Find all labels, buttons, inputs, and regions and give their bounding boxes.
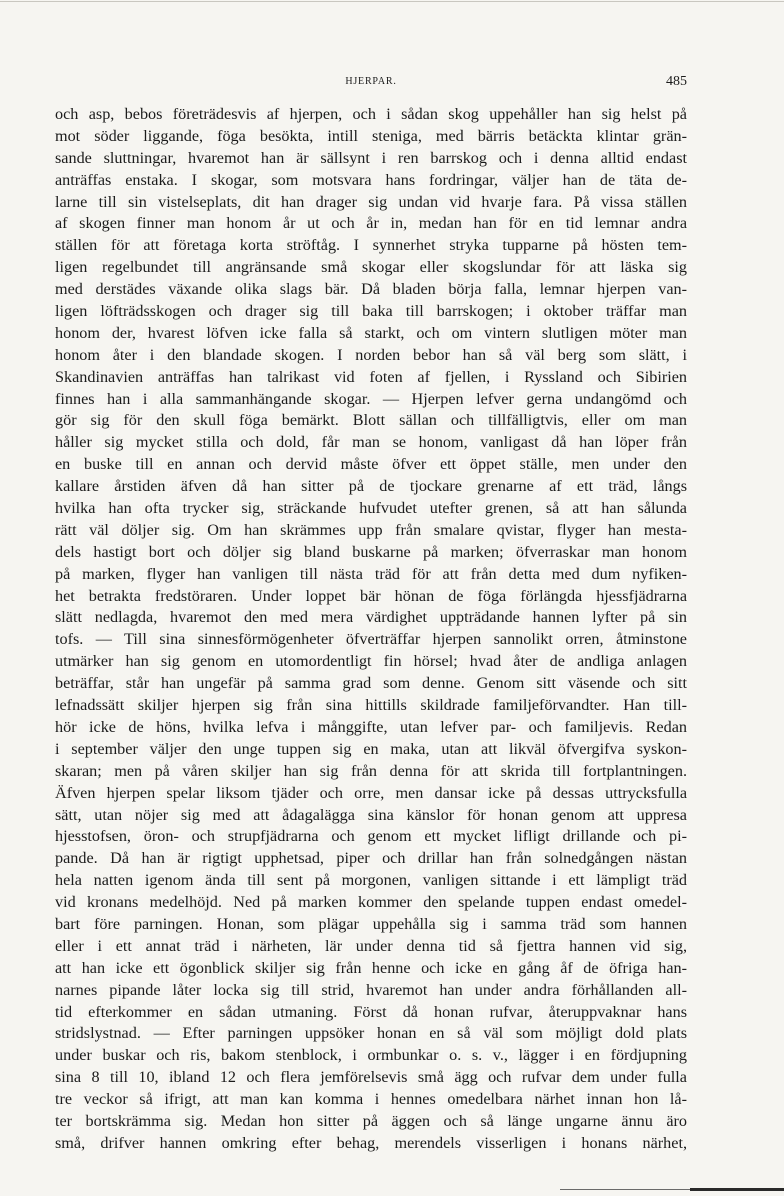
text-line: Skandinavien anträffas han talrikast vid foten af fjellen, i Ryssland och Sibirien (55, 367, 687, 386)
text-line: gör sig för den skull föga bemärkt. Blott sällan och tillfälligtvis, eller om man (55, 411, 687, 430)
bottom-edge-rule-thin (560, 1189, 690, 1190)
text-line: ställen för att företaga korta ströftåg. I synnerhet stryka tupparne på hösten tem- (55, 236, 687, 255)
text-line: skaran; men på våren skiljer han sig från denna för att skrida till fortplantningen. (55, 761, 687, 780)
text-line: rätt väl döljer sig. Om han skrämmes upp från smalare qvistar, flyger han mesta- (55, 520, 687, 539)
text-line: pande. Då han är rigtigt upphetsad, piper och drillar han från solnedgången nästan (55, 849, 687, 868)
body-text (55, 104, 687, 1155)
text-line: vid kronans medelhöjd. Ned på marken kommer den spelande tuppen endast omedel- (55, 893, 687, 912)
text-line: små, drifver hannen omkring efter behag, merendels visserligen i honans närhet, (55, 1133, 687, 1152)
text-line: under buskar och ris, bakom stenblock, i ormbunkar o. s. v., lägger i en fördjupning (55, 1046, 687, 1065)
text-line: en buske till en annan och dervid måste öfver ett öppet ställe, men under den (55, 455, 687, 474)
text-line: på marken, flyger han vanligen till nästa träd för att från detta med dum nyfiken- (55, 564, 687, 583)
text-line: dels hastigt bort och döljer sig bland buskarne på marken; öfverraskar man honom (55, 542, 687, 561)
text-line: att han icke ett ögonblick skiljer sig från henne och icke en gång åf de öfriga han- (55, 958, 687, 977)
text-line: eller i ett annat träd i närheten, lär under denna tid så fjettra hannen vid sig, (55, 936, 687, 955)
page-number: 485 (666, 74, 687, 89)
text-line: hvilka han ofta trycker sig, sträckande hufvudet utefter grenen, så att han sålunda (55, 499, 687, 518)
text-line: lefnadssätt skiljer hjerpen sig från sina hittills skildrade familjeförvandter. Han till- (55, 696, 687, 715)
text-line: beträffar, står han ungefär på samma grad som denne. Genom sitt väsende och sitt (55, 674, 687, 693)
text-line: tid efterkommer en sådan utmaning. Först då honan rufvar, återuppvaknar hans (55, 1002, 687, 1021)
text-line: narnes pipande låter locka sig till strid, hvaremot han under andra förhållanden all- (55, 980, 687, 999)
text-line: finnes han i alla sammanhängande skogar. — Hjerpen lefver gerna undangömd och (55, 389, 687, 408)
text-line: ligen löfträdsskogen och drager sig till baka till barrskogen; i oktober träffar man (55, 302, 687, 321)
text-line: hjesstofsen, öron- och strupfjädrarna och genom ett mycket lifligt drillande och pi- (55, 827, 687, 846)
text-line: stridslystnad. — Efter parningen uppsöker honan en så väl som möjligt dold plats (55, 1024, 687, 1043)
text-line: anträffas enstaka. I skogar, som motsvara hans fordringar, väljer han de täta de- (55, 170, 687, 189)
text-line: mot söder liggande, föga besökta, intill steniga, med bärris betäckta klintar grän- (55, 126, 687, 145)
text-line: bart före parningen. Honan, som plägar uppehålla sig i samma träd som hannen (55, 914, 687, 933)
bottom-edge-rule (690, 1188, 784, 1191)
top-edge-rule (0, 1, 784, 2)
text-line: tofs. — Till sina sinnesförmögenheter öfverträffar hjerpen sannolikt orren, åtminstone (55, 630, 687, 649)
text-line: kallare årstiden äfven då han sitter på de tjockare grenarne af ett träd, långs (55, 477, 687, 496)
text-line: ter bortskrämma sig. Medan hon sitter på äggen och så länge ungarne ännu äro (55, 1111, 687, 1130)
text-line: håller sig mycket stilla och dold, får man se honom, vanligast då han löper från (55, 433, 687, 452)
running-title: HJERPAR. (345, 76, 397, 87)
text-line: af skogen finner man honom år ut och år in, medan han för en tid lemnar andra (55, 214, 687, 233)
text-line: tre veckor så ifrigt, att man kan komma i hennes omedelbara närhet innan hon lå- (55, 1090, 687, 1109)
text-line: sande sluttningar, hvaremot han är sällsynt i ren barrskog och i denna alltid endast (55, 148, 687, 167)
text-line: slätt nedlagda, hvaremot den med mera värdighet uppträdande hannen lyfter på sin (55, 608, 687, 627)
text-line: Äfven hjerpen spelar liksom tjäder och orre, men dansar icke på dessas uttrycksfulla (55, 783, 687, 802)
text-line: sätt, utan nöjer sig med att ådagalägga sina känslor för honan genom att uppresa (55, 805, 687, 824)
text-line: ligen regelbundet till angränsande små skogar eller skogslundar för att läska sig (55, 258, 687, 277)
text-line: i september väljer den unge tuppen sig en maka, utan att likväl öfvergifva syskon- (55, 739, 687, 758)
text-line: hör icke de höns, hvilka lefva i månggifte, utan lefver par- och familjevis. Redan (55, 717, 687, 736)
text-line: med derstädes växande olika slags bär. Då bladen börja falla, lemnar hjerpen van- (55, 280, 687, 299)
running-head (55, 74, 687, 92)
text-line: het betrakta fredstöraren. Under loppet bär hönan de föga förlängda hjessfjädrarna (55, 586, 687, 605)
text-line: hela natten igenom ända till sent på morgonen, vanligen sittande i ett lämpligt träd (55, 871, 687, 890)
text-line: honom der, hvarest löfven icke falla så starkt, och om vintern slutligen möter man (55, 323, 687, 342)
text-line: honom åter i den blandade skogen. I norden bebor han så väl berg som slätt, i (55, 345, 687, 364)
text-line: utmärker han sig genom en utomordentligt fin hörsel; hvad åter de andliga anlagen (55, 652, 687, 671)
text-line: larne till sin vistelseplats, dit han drager sig undan vid hvarje fara. På vissa ställen (55, 192, 687, 211)
text-line: och asp, bebos företrädesvis af hjerpen, och i sådan skog uppehåller han sig helst på (55, 105, 687, 123)
text-line: sina 8 till 10, ibland 12 och flera jemförelsevis små ägg och rufvar dem under fulla (55, 1068, 687, 1087)
